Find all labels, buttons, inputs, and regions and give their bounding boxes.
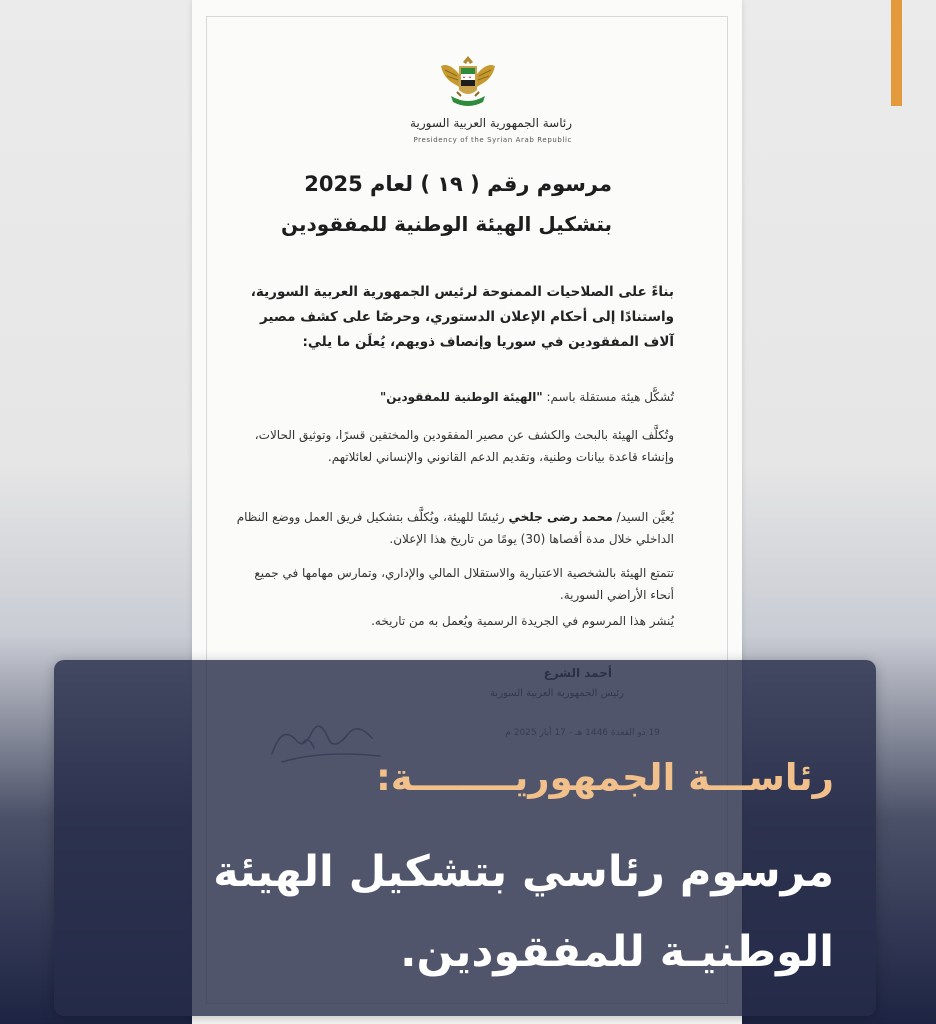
accent-bar [891,0,902,106]
headline-card [54,660,876,1016]
decree-title: مرسوم رقم ( ١٩ ) لعام 2025 [304,172,612,196]
article-4: تتمتع الهيئة بالشخصية الاعتبارية والاستقلال المالي والإداري، وتمارس مهامها في جميع أنحاء الأراضي السورية. [254,566,674,602]
article-2: وتُكلَّف الهيئة بالبحث والكشف عن مصير المفقودين والمختفين قسرًا، وتوثيق الحالات، وإنشاء قاعدة بيانات وطنية، وتقديم الدعم القانوني والإنساني لعائلاتهم. [254,428,674,464]
authority-name: "الهيئة الوطنية للمفقودين" [379,390,543,404]
article-3-post: رئيسًا للهيئة، ويُكلَّف بتشكيل فريق العمل ووضع النظام الداخلي خلال مدة أقصاها (30) يومًا من تاريخ هذا الإعلان. [236,510,674,546]
appointee-name: محمد رضى جلخي [508,510,613,524]
article-5: يُنشر هذا المرسوم في الجريدة الرسمية ويُعمل به من تاريخه. [371,614,674,628]
article-1 [234,386,674,408]
overlay-title: رئاســـة الجمهوريــــــــة: [375,756,834,799]
presidency-arabic: رئاسة الجمهورية العربية السورية [410,116,572,130]
syrian-eagle-emblem-icon [437,52,499,110]
article-3-pre: يُعيَّن السيد/ [612,510,674,524]
presidency-english: Presidency of the Syrian Arab Republic [413,136,572,144]
article-3 [234,506,674,550]
article-1-text: تُشكَّل هيئة مستقلة باسم: [546,390,674,404]
decree-subtitle: بتشكيل الهيئة الوطنية للمفقودين [281,212,612,236]
preamble: بناءً على الصلاحيات الممنوحة لرئيس الجمهورية العربية السورية، واستنادًا إلى أحكام الإعلان الدستوري، وحرصًا على كشف مصير آلاف المفقودين في سوريا وإنصاف ذويهم، يُعلَن ما يلي: [250,284,674,350]
overlay-headline: مرسوم رئاسي بتشكيل الهيئة الوطنيـة للمفقودين. [213,847,834,977]
